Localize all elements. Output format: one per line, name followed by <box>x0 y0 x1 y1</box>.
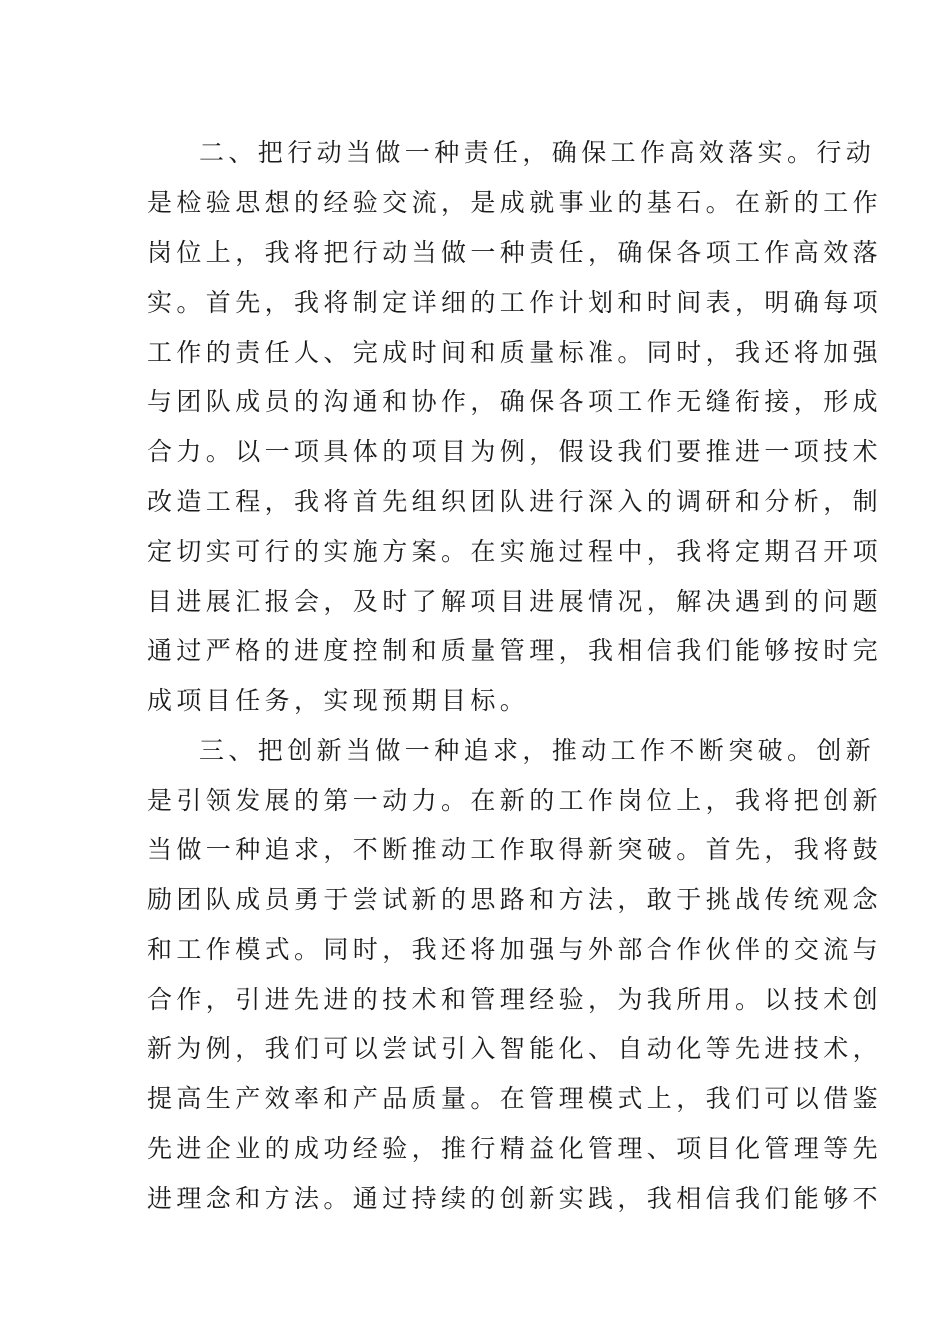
paragraph-line: 合力。以一项具体的项目为例，假设我们要推进一项技术 <box>147 437 883 466</box>
paragraph-line: 与团队成员的沟通和协作，确保各项工作无缝衔接，形成 <box>147 387 883 416</box>
paragraph-line: 岗位上，我将把行动当做一种责任，确保各项工作高效落 <box>147 238 883 267</box>
paragraph-line: 和工作模式。同时，我还将加强与外部合作伙伴的交流与 <box>147 935 883 964</box>
paragraph-line: 励团队成员勇于尝试新的思路和方法，敢于挑战传统观念 <box>147 885 883 914</box>
paragraph-line: 提高生产效率和产品质量。在管理模式上，我们可以借鉴 <box>147 1084 883 1113</box>
paragraph-line: 新为例，我们可以尝试引入智能化、自动化等先进技术， <box>147 1034 883 1063</box>
paragraph-line: 当做一种追求，不断推动工作取得新突破。首先，我将鼓 <box>147 835 883 864</box>
paragraph-line: 改造工程，我将首先组织团队进行深入的调研和分析，制 <box>147 487 883 516</box>
paragraph-line: 进理念和方法。通过持续的创新实践，我相信我们能够不 <box>147 1184 883 1213</box>
paragraph-line: 实。首先，我将制定详细的工作计划和时间表，明确每项 <box>147 288 883 317</box>
paragraph-line: 定切实可行的实施方案。在实施过程中，我将定期召开项 <box>147 537 883 566</box>
paragraph-line: 是引领发展的第一动力。在新的工作岗位上，我将把创新 <box>147 786 883 815</box>
paragraph-line: 是检验思想的经验交流，是成就事业的基石。在新的工作 <box>147 188 883 217</box>
paragraph-line: 先进企业的成功经验，推行精益化管理、项目化管理等先 <box>147 1134 883 1163</box>
paragraph-line: 工作的责任人、完成时间和质量标准。同时，我还将加强 <box>147 338 883 367</box>
paragraph-line: 三、把创新当做一种追求，推动工作不断突破。创新 <box>199 736 876 765</box>
paragraph-line: 合作，引进先进的技术和管理经验，为我所用。以技术创 <box>147 985 883 1014</box>
paragraph-line: 目进展汇报会，及时了解项目进展情况，解决遇到的问题 <box>147 587 883 616</box>
paragraph-line: 成项目任务，实现预期目标。 <box>147 686 530 715</box>
paragraph-line: 二、把行动当做一种责任，确保工作高效落实。行动 <box>199 138 876 167</box>
paragraph-line: 通过严格的进度控制和质量管理，我相信我们能够按时完 <box>147 636 883 665</box>
